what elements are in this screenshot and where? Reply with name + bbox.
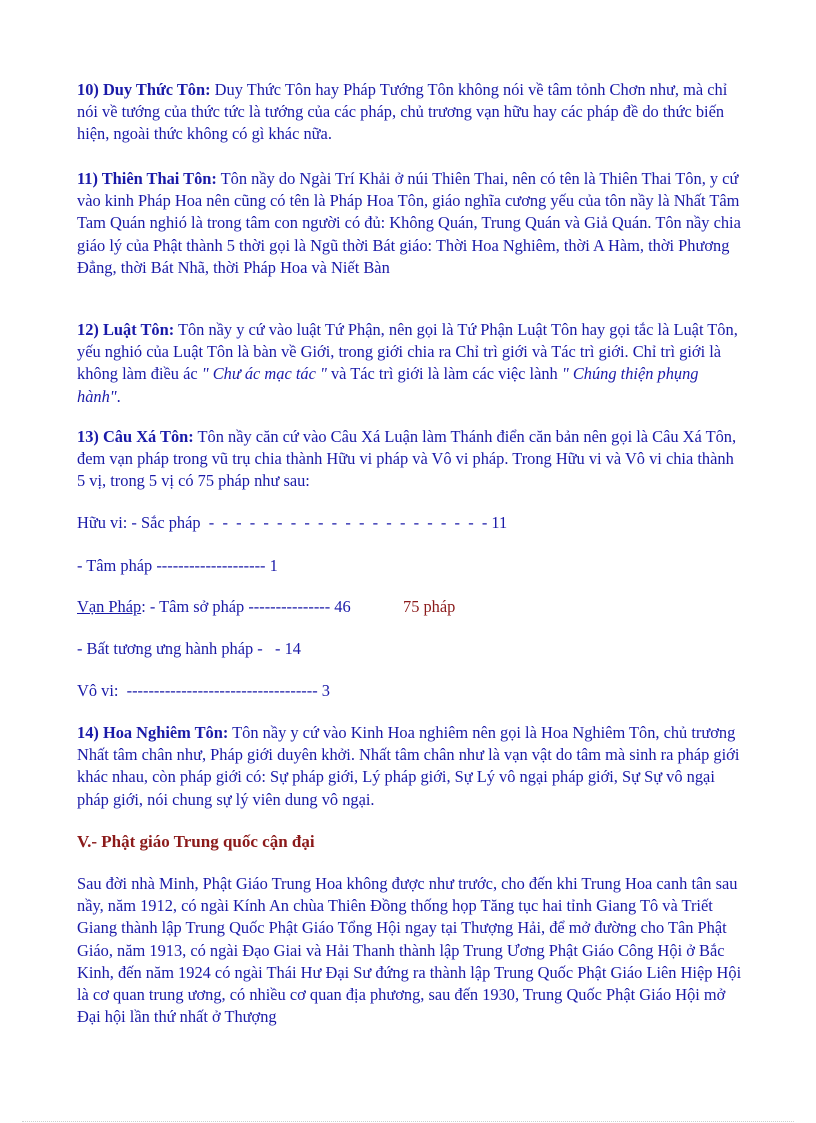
paragraph-text: và Tác trì giới là làm các việc lành [326, 364, 562, 384]
list-item-huu-vi: Hữu vi: - Sắc pháp - - - - - - - - - - - - - - - - - - - - - 11 [77, 513, 508, 532]
paragraph-text: Tôn nầy do Ngài Trí Khải ở núi Thiên Thai, nên có tên là Thiên Thai Tôn, y cứ vào kinh Pháp Hoa nên cũng có tên là Pháp Hoa Tôn, giáo nghĩa cương yếu của tôn nầy là Nhất Tâm Tam Quán nghió là trong tâm con người có đủ: Không Quán, Trung Quán và Giả Quán. Tôn nầy chia giáo lý của Phật thành 5 thời gọi là Ngũ thời Bát giáo: Thời Hoa Nghiêm, thời A Hàm, thời Phương Đẳng, thời Bát Nhã, thời Pháp Hoa và Niết Bàn [77, 169, 741, 277]
paragraph-label: 13) Câu Xá Tôn: [77, 427, 194, 446]
paragraph-section-body: Sau đời nhà Minh, Phật Giáo Trung Hoa không được như trước, cho đến khi Trung Hoa canh tân sau nầy, năm 1912, có ngài Kính An chùa Thiên Đồng thống họp Tăng tục hai tỉnh Giang Tô và Triết Giang thành lập Trung Quốc Phật Giáo Tổng Hội ngay tại Thượng Hải, để mở đường cho Tân Phật Giáo, năm 1913, có ngài Đạo Giai và Hải Thanh thành lập Trung Ương Phật Giáo Công Hội ở Bắc Kinh, đến năm 1924 có ngài Thái Hư Đại Sư đứng ra thành lập Trung Quốc Phật Giáo Liên Hiệp Hội là cơ quan trung ương, có nhiều cơ quan địa phương, sau đến 1930, Trung Quốc Phật Giáo Hội mở Đại hội lần thứ nhất ở Thượng [77, 874, 742, 1027]
paragraph-text: . [116, 386, 121, 406]
paragraph-luat-ton [77, 319, 745, 408]
van-phap-text: : - Tâm sở pháp --------------- 46 [141, 597, 351, 616]
paragraph-hoa-nghiem-ton [77, 722, 745, 811]
quote-chu-ac: " Chư ác mạc tác " [201, 364, 327, 384]
list-item-vo-vi: Vô vi: ----------------------------------- 3 [77, 681, 330, 700]
section-heading: V.- Phật giáo Trung quốc cận đại [77, 832, 315, 851]
list-item-tam-phap: - Tâm pháp -------------------- 1 [77, 556, 278, 575]
quote-chung-thien: " Chúng thiện phụng hành" [77, 364, 699, 406]
paragraph-duy-thuc-ton [77, 79, 745, 146]
paragraph-cau-xa-ton [77, 426, 745, 493]
paragraph-text: Duy Thức Tôn hay Pháp Tướng Tôn không nói về tâm tỏnh Chơn như, mà chỉ nói về tướng của thức tức là tướng của các pháp, chủ trương vạn hữu hay các pháp đề do thức biến hiện, ngoài thức không có gì khác nữa. [77, 80, 728, 144]
total-75-phap: 75 pháp [403, 597, 456, 616]
paragraph-thien-thai-ton [77, 168, 745, 279]
paragraph-label: 12) Luật Tôn: [77, 320, 175, 339]
paragraph-label: 11) Thiên Thai Tôn: [77, 169, 217, 188]
list-item-bat-tuong-ung: - Bất tương ưng hành pháp - - 14 [77, 639, 301, 658]
paragraph-label: 14) Hoa Nghiêm Tôn: [77, 723, 229, 742]
paragraph-text: Tôn nầy y cứ vào luật Tứ Phận, nên gọi là Tứ Phận Luật Tôn hay gọi tắc là Luật Tôn, yếu nghió của Luật Tôn là bàn về Giới, trong giới chia ra Chỉ trì giới và Tác trì giới. Chỉ trì giới là không làm điều ác [77, 320, 738, 384]
page-bottom-divider [22, 1121, 794, 1122]
paragraph-label: 10) Duy Thức Tôn: [77, 80, 211, 99]
paragraph-text: Tôn nầy y cứ vào Kinh Hoa nghiêm nên gọi là Hoa Nghiêm Tôn, chủ trương Nhất tâm chân như, Pháp giới duyên khởi. Nhất tâm chân như là vạn vật do tâm mà sinh ra pháp giới khác nhau, còn pháp giới có: Sự pháp giới, Lý pháp giới, Sự Lý vô ngại pháp giới, Sự Sự vô ngại pháp giới, nói chung sự lý viên dung vô ngại. [77, 723, 740, 809]
paragraph-text: Tôn nầy căn cứ vào Câu Xá Luận làm Thánh điển căn bản nên gọi là Câu Xá Tôn, đem vạn pháp trong vũ trụ chia thành Hữu vi pháp và Vô vi pháp. Trong Hữu vi và Vô vi chia thành 5 vị, trong 5 vị có 75 pháp như sau: [77, 427, 737, 491]
van-phap-label: Vạn Pháp [77, 597, 142, 616]
list-item-van-phap [77, 596, 351, 618]
